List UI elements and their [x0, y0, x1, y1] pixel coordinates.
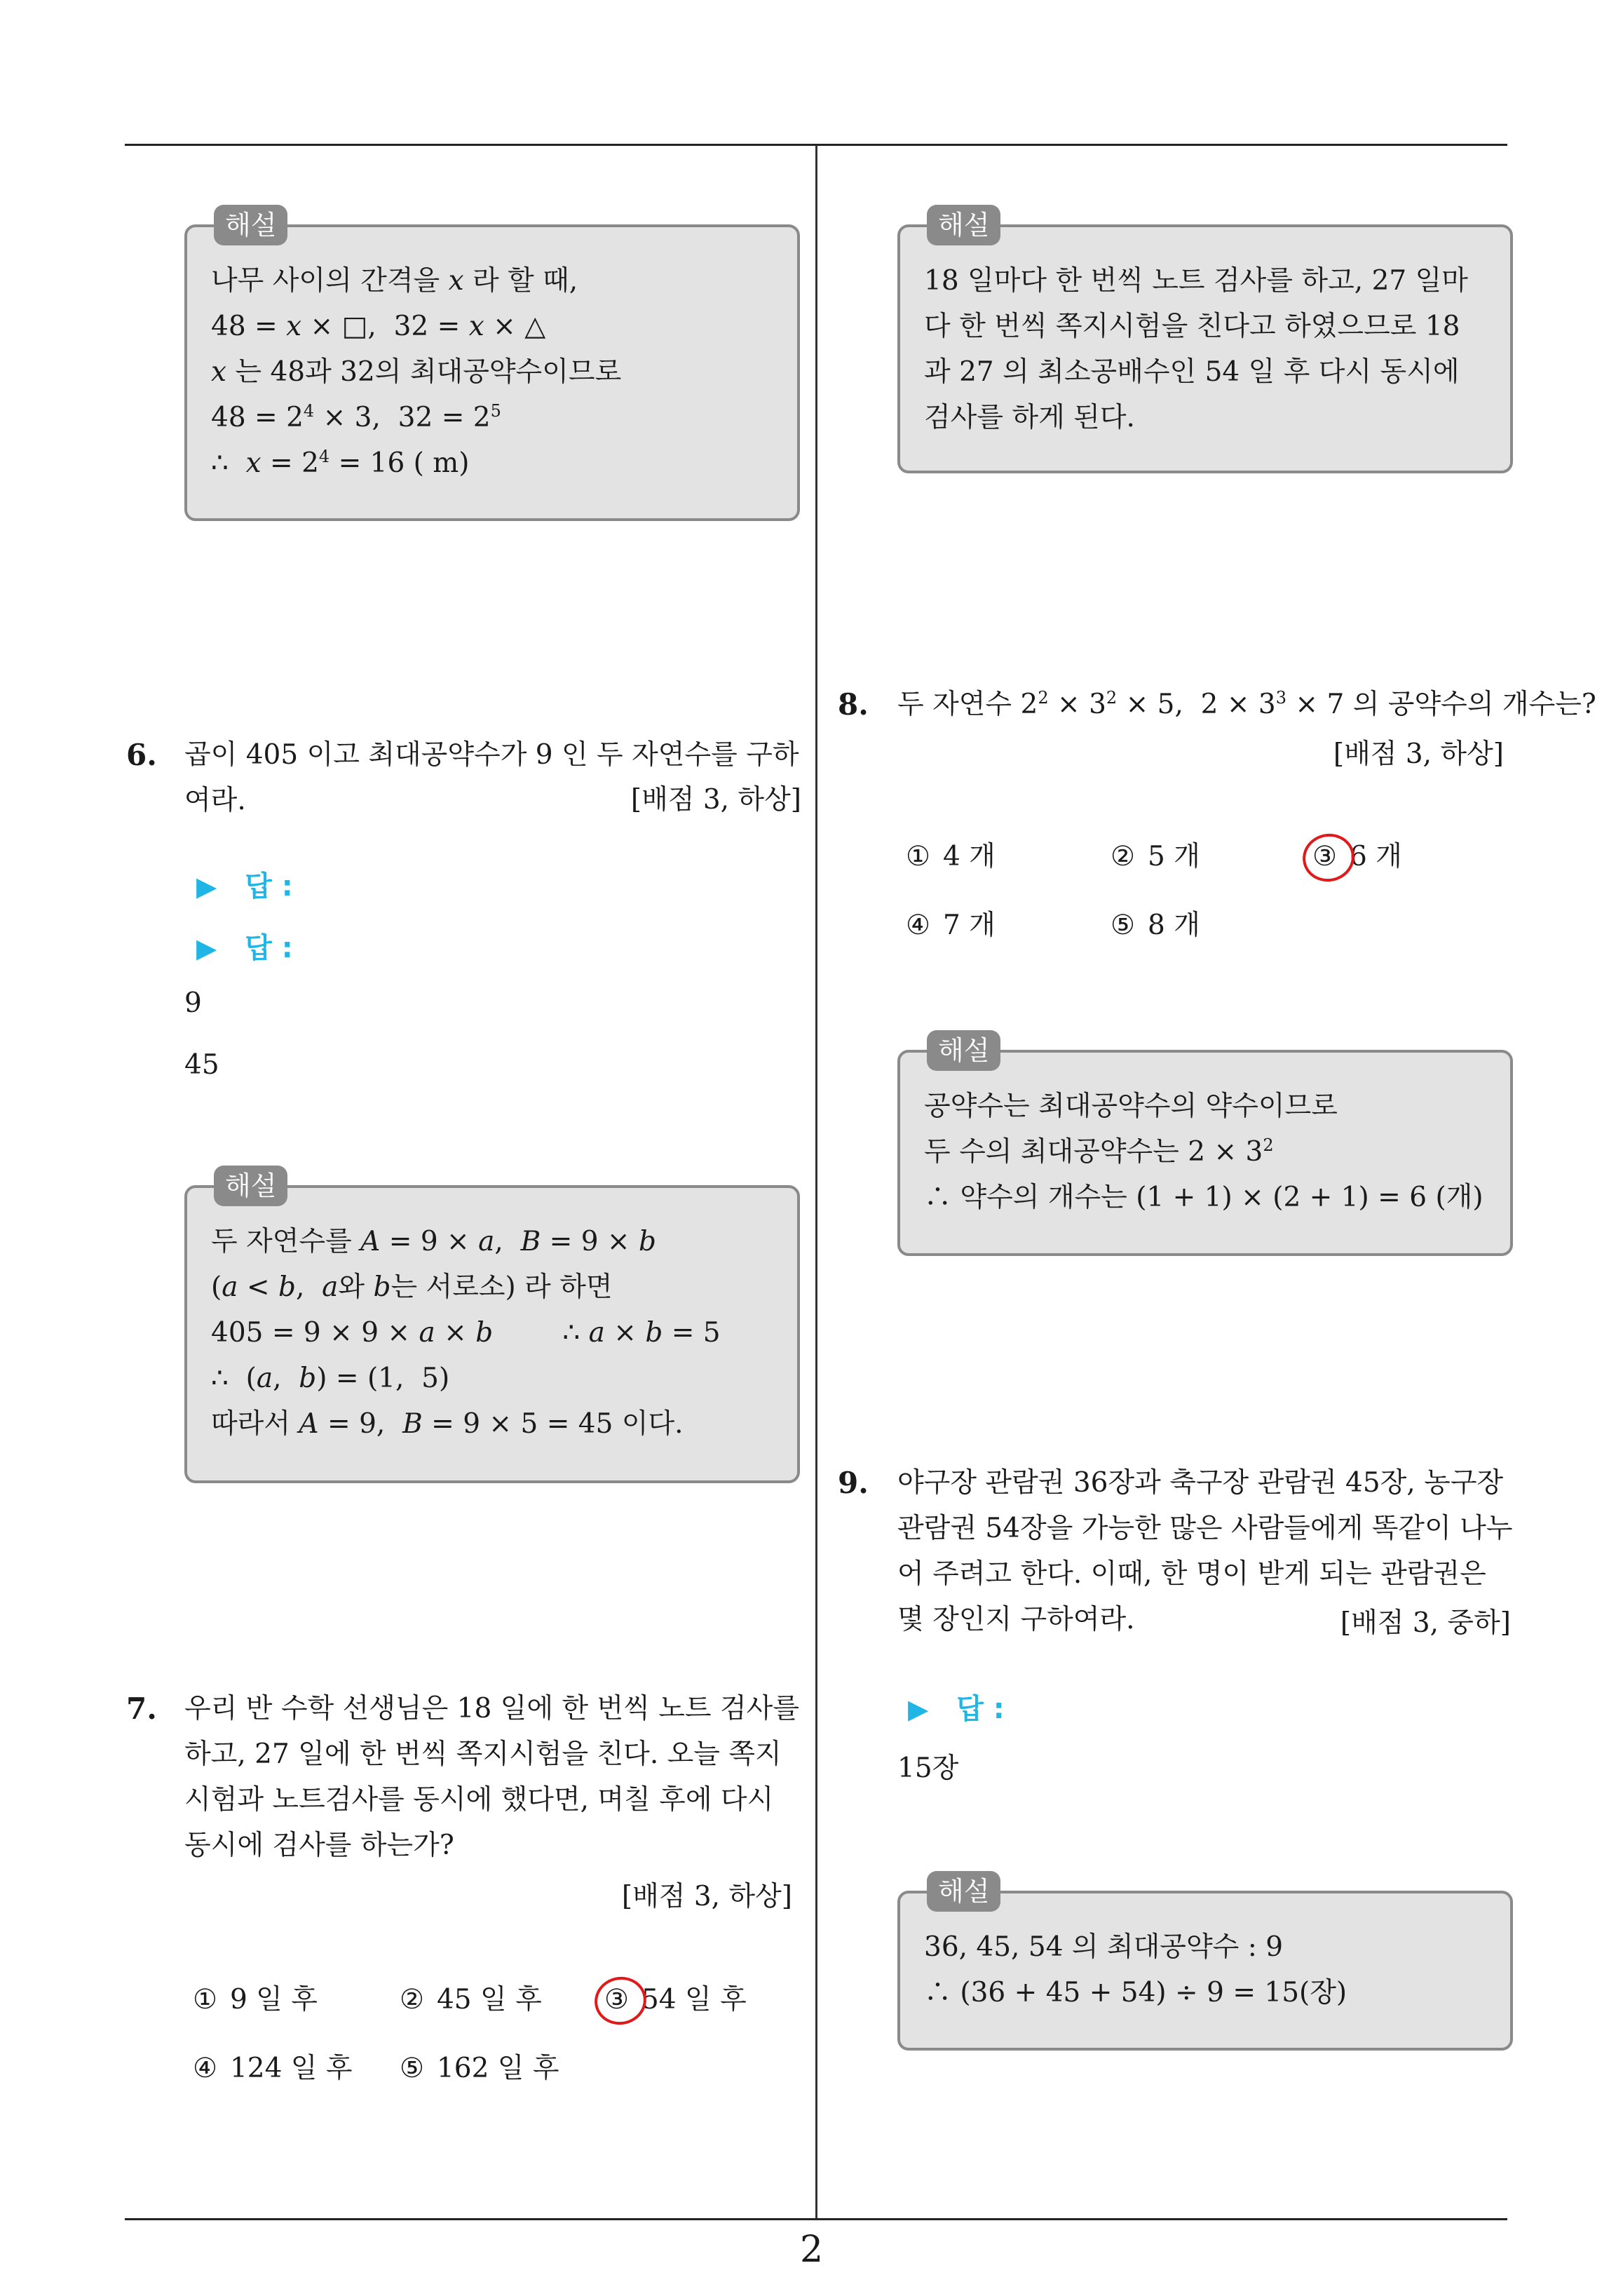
question-text: 곱이 405 이고 최대공약수가 9 인 두 자연수를 구하여라. [184, 739, 799, 816]
explanation-box-prev-left [184, 210, 800, 521]
explain-line: 36, 45, 54 의 최대공약수 : 9 [924, 1931, 1284, 1963]
answer-row [196, 926, 293, 966]
answer-value: 9 [184, 987, 202, 1019]
option-text: 6 개 [1349, 841, 1402, 872]
explanation-tag: 해설 [927, 1030, 1000, 1071]
explain-line: 405 = 9 × 9 × a × b ∴ a × b = 5 [211, 1317, 721, 1349]
play-triangle-icon: ▶ [196, 871, 217, 902]
explain-line: 48 = x × □, 32 = x × △ [211, 311, 546, 342]
question-text: 두 자연수 $2^2 \times 3^2 \times 5$, $2 \times 3^3 \times 7$ 의 공약수의 개수는? [897, 688, 1596, 720]
option-text: 9 일 후 [229, 1984, 318, 2015]
explanation-tag: 해설 [214, 1166, 287, 1206]
answer-label: 답 : [956, 1693, 1005, 1725]
option-mark: ② [400, 1984, 424, 2015]
answer-label: 답 : [245, 932, 293, 964]
question-text: 우리 반 수학 선생님은 18 일에 한 번씩 노트 검사를 하고, 27 일에 한 번씩 쪽지시험을 친다. 오늘 쪽지시험과 노트검사를 동시에 했다면, 며칠 후에 다시 동시에 검사를 하는가? [184, 1693, 800, 1861]
explain-line: ∴ 약수의 개수는 (1 + 1) × (2 + 1) = 6 (개) [924, 1182, 1483, 1213]
option-1[interactable] [193, 1978, 318, 2017]
score-label: [배점 3, 하상] [621, 1881, 792, 1912]
option-text: 124 일 후 [229, 2053, 353, 2084]
explanation-tag: 해설 [214, 205, 287, 245]
option-5[interactable] [400, 2046, 559, 2086]
option-4[interactable] [906, 903, 996, 943]
explanation-box-prev-right [897, 210, 1513, 473]
option-2[interactable] [400, 1978, 542, 2017]
explanation-box-q6 [184, 1170, 800, 1483]
option-mark: ② [1111, 841, 1135, 872]
explain-line: 따라서 A = 9, B = 9 × 5 = 45 이다. [211, 1408, 684, 1440]
option-4[interactable] [193, 2046, 353, 2086]
option-mark: ① [906, 841, 930, 872]
bottom-rule [125, 2218, 1507, 2220]
question-number: 7. [126, 1691, 157, 1726]
option-5[interactable] [1111, 903, 1200, 943]
option-text: 45 일 후 [436, 1984, 542, 2015]
score-label: [배점 3, 중하] [1340, 1607, 1511, 1639]
option-text: 4 개 [942, 841, 996, 872]
explanation-tag: 해설 [927, 1871, 1000, 1912]
option-mark: ⑤ [400, 2053, 424, 2084]
option-text: 7 개 [942, 910, 996, 941]
option-mark: ① [193, 1984, 217, 2015]
explain-line: $48 = 2^4 \times 3$, $32 = 2^5$ [211, 401, 501, 433]
option-mark: ⑤ [1111, 910, 1135, 941]
option-3[interactable] [1312, 835, 1402, 874]
explanation-box-q9 [897, 1876, 1513, 2051]
option-mark: ④ [906, 910, 930, 941]
option-mark: ③ [604, 1984, 629, 2015]
selected-answer-circle [1312, 841, 1350, 872]
explain-line: 두 자연수를 A = 9 × a, B = 9 × b [211, 1226, 656, 1257]
question-text: 야구장 관람권 36장과 축구장 관람권 45장, 농구장 관람권 54장을 가능한 많은 사람들에게 똑같이 나누어 주려고 한다. 이때, 한 명이 받게 되는 관람권은 몇 장인지 구하여라. [897, 1467, 1513, 1635]
option-text: 5 개 [1147, 841, 1200, 872]
option-3[interactable] [604, 1978, 747, 2017]
question-number: 9. [838, 1466, 869, 1500]
explain-line: 두 수의 최대공약수는 $2 \times 3^2$ [924, 1135, 1274, 1168]
page-number: 2 [799, 2229, 824, 2271]
explanation-box-q8 [897, 1035, 1513, 1256]
explain-line: ∴ (a, b) = (1, 5) [211, 1363, 450, 1394]
option-mark: ③ [1312, 841, 1337, 872]
explain-text: 18 일마다 한 번씩 노트 검사를 하고, 27 일마다 한 번씩 쪽지시험을 친다고 하였으므로 18 과 27 의 최소공배수인 54 일 후 다시 동시에 검사를 하게 된다. [924, 265, 1468, 433]
explain-line: 나무 사이의 간격을 x 라 할 때, [211, 265, 578, 297]
play-triangle-icon: ▶ [908, 1694, 929, 1724]
question-number: 8. [838, 687, 869, 722]
explanation-tag: 해설 [927, 205, 1000, 245]
selected-answer-circle [604, 1984, 641, 2015]
explain-line: (a < b, a와 b는 서로소) 라 하면 [211, 1271, 613, 1303]
score-label: [배점 3, 하상] [630, 784, 801, 816]
option-text: 162 일 후 [436, 2053, 559, 2084]
answer-value: 45 [184, 1049, 219, 1081]
option-mark: ④ [193, 2053, 217, 2084]
option-text: 8 개 [1147, 910, 1200, 941]
explain-line: x 는 48과 32의 최대공약수이므로 [211, 356, 622, 388]
explain-line: ∴ (36 + 45 + 54) ÷ 9 = 15(장) [924, 1977, 1347, 2008]
explain-line: ∴ $x = 2^4 = 16$ ( m) [211, 447, 470, 479]
column-divider [815, 145, 817, 2219]
option-2[interactable] [1111, 835, 1200, 874]
option-1[interactable] [906, 835, 996, 874]
answer-label: 답 : [245, 870, 293, 903]
score-label: [배점 3, 하상] [1333, 738, 1504, 770]
answer-value: 15장 [897, 1753, 959, 1784]
question-number: 6. [126, 738, 157, 772]
play-triangle-icon: ▶ [196, 933, 217, 964]
option-text: 54 일 후 [641, 1984, 747, 2015]
explain-line: 공약수는 최대공약수의 약수이므로 [924, 1090, 1338, 1122]
answer-row [908, 1687, 1005, 1727]
answer-row [196, 864, 293, 904]
